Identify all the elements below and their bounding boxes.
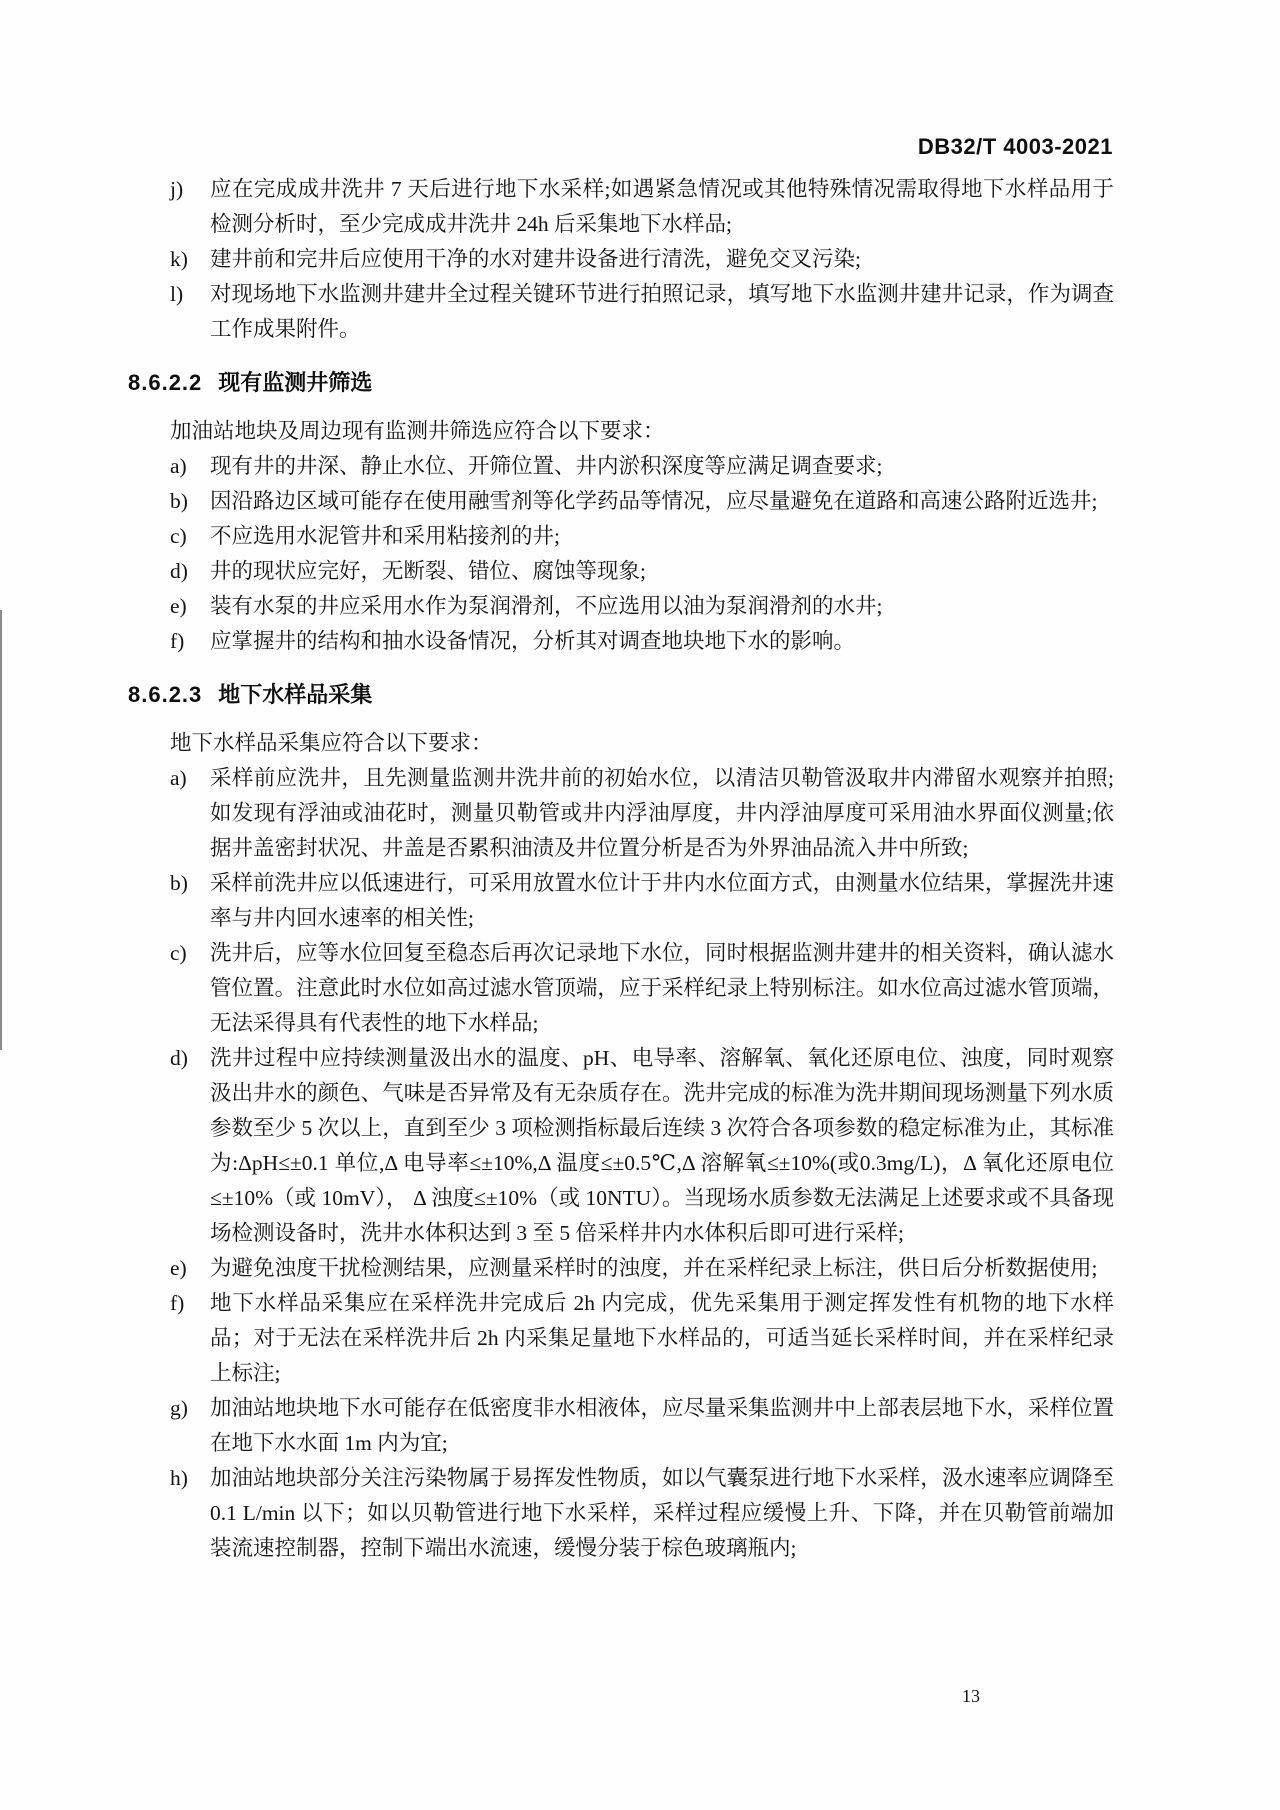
list-item-text: 采样前洗井应以低速进行，可采用放置水位计于井内水位面方式，由测量水位结果，掌握洗井速率与井内回水速率的相关性;: [210, 871, 1114, 930]
list-item-label: c): [170, 941, 187, 965]
list-item-text: 应在完成成井洗井 7 天后进行地下水采样;如遇紧急情况或其他特殊情况需取得地下水样品用于检测分析时，至少完成成井洗井 24h 后采集地下水样品;: [210, 177, 1114, 236]
list-item-text: 洗井过程中应持续测量汲出水的温度、pH、电导率、溶解氧、氧化还原电位、浊度，同时观察汲出井水的颜色、气味是否异常及有无杂质存在。洗井完成的标准为洗井期间现场测量下列水质参数至少 5 次以上，直到至少 3 项检测指标最后连续 3 次符合各项参数的稳定标准为止，其标准为:ΔpH≤±0.1 单位,Δ 电导率≤±10%,Δ 温度≤±0.5℃,Δ 溶解氧≤±10%(或0.3mg/L)，Δ 氧化还原电位≤±10%（或 10mV）， Δ 浊度≤±10%（或 10NTU）。当现场水质参数无法满足上述要求或不具备现场检测设备时，洗井水体积达到 3 至 5 倍采样井内水体积后即可进行采样;: [210, 1046, 1114, 1245]
list-item-label: h): [170, 1466, 188, 1490]
list-item-text: 采样前应洗井，且先测量监测井洗井前的初始水位，以清洁贝勒管汲取井内滞留水观察并拍照;如发现有浮油或油花时，测量贝勒管或井内浮油厚度，井内浮油厚度可采用油水界面仪测量;依据井盖密封状况、井盖是否累积油渍及井位置分析是否为外界油品流入井中所致;: [210, 766, 1114, 860]
section-title: 地下水样品采集: [218, 682, 373, 707]
list-item-label: f): [170, 1291, 185, 1315]
list-item-text: 为避免浊度干扰检测结果，应测量采样时的浊度，并在采样纪录上标注，供日后分析数据使用;: [210, 1256, 1098, 1280]
list-item: [170, 554, 1114, 589]
list-item-label: b): [170, 489, 188, 513]
list-item: [170, 761, 1114, 866]
list-item-text: 不应选用水泥管井和采用粘接剂的井;: [210, 524, 560, 548]
list-item-text: 因沿路边区域可能存在使用融雪剂等化学药品等情况，应尽量避免在道路和高速公路附近选井;: [210, 489, 1098, 513]
list-item: [170, 1286, 1114, 1391]
section-number: 8.6.2.3: [128, 682, 203, 707]
list-item-label: c): [170, 524, 187, 548]
list-item-text: 加油站地块部分关注污染物属于易挥发性物质，如以气囊泵进行地下水采样，汲水速率应调降至 0.1 L/min 以下；如以贝勒管进行地下水采样，采样过程应缓慢上升、下降，并在贝勒管前端加装流速控制器，控制下端出水流速，缓慢分装于棕色玻璃瓶内;: [210, 1466, 1114, 1560]
list-well-construction: [170, 172, 1114, 347]
page-number: 13: [962, 1686, 980, 1706]
list-item-text: 应掌握井的结构和抽水设备情况，分析其对调查地块地下水的影响。: [210, 629, 856, 653]
list-item-label: l): [170, 282, 184, 306]
list-item-text: 装有水泵的井应采用水作为泵润滑剂，不应选用以油为泵润滑剂的水井;: [210, 594, 883, 618]
section-number: 8.6.2.2: [128, 370, 203, 395]
list-item: [170, 1461, 1114, 1566]
list-item-label: a): [170, 454, 187, 478]
list-item: [170, 277, 1114, 347]
list-item-text: 现有井的井深、静止水位、开筛位置、井内淤积深度等应满足调查要求;: [210, 454, 883, 478]
list-item-label: g): [170, 1396, 188, 1420]
list-item-label: a): [170, 766, 187, 790]
section-intro: 加油站地块及周边现有监测井筛选应符合以下要求：: [170, 419, 665, 443]
list-item-label: d): [170, 1046, 188, 1070]
list-item: [170, 484, 1114, 519]
section-heading-sampling: [128, 677, 1114, 712]
section-title: 现有监测井筛选: [218, 370, 373, 395]
section-heading-screening: [128, 365, 1114, 400]
list-item-label: d): [170, 559, 188, 583]
list-item-label: e): [170, 1256, 187, 1280]
list-item-label: f): [170, 629, 185, 653]
list-sampling-requirements: [170, 761, 1114, 1566]
list-item-text: 井的现状应完好，无断裂、错位、腐蚀等现象;: [210, 559, 646, 583]
list-item-label: e): [170, 594, 187, 618]
list-item: [170, 449, 1114, 484]
page-content: [128, 172, 1114, 1566]
list-item: [170, 936, 1114, 1041]
list-item: [170, 1041, 1114, 1251]
list-item: [170, 242, 1114, 277]
list-item-label: k): [170, 247, 188, 271]
list-item-text: 洗井后，应等水位回复至稳态后再次记录地下水位，同时根据监测井建井的相关资料，确认滤水管位置。注意此时水位如高过滤水管顶端，应于采样纪录上特别标注。如水位高过滤水管顶端，无法采得具有代表性的地下水样品;: [210, 941, 1114, 1035]
list-item: [170, 519, 1114, 554]
scan-artifact: [0, 610, 2, 1050]
list-item: [170, 1391, 1114, 1461]
list-item-label: j): [170, 177, 184, 201]
list-item: [170, 1251, 1114, 1286]
list-item: [170, 172, 1114, 242]
list-item: [170, 866, 1114, 936]
list-item: [170, 589, 1114, 624]
doc-code: DB32/T 4003-2021: [917, 134, 1113, 159]
section-intro: 地下水样品采集应符合以下要求：: [170, 731, 493, 755]
list-item-text: 加油站地块地下水可能存在低密度非水相液体，应尽量采集监测井中上部表层地下水，采样位置在地下水水面 1m 内为宜;: [210, 1396, 1114, 1455]
list-item-label: b): [170, 871, 188, 895]
list-item-text: 对现场地下水监测井建井全过程关键环节进行拍照记录，填写地下水监测井建井记录，作为调查工作成果附件。: [210, 282, 1114, 341]
list-item-text: 建井前和完井后应使用干净的水对建井设备进行清洗，避免交叉污染;: [210, 247, 861, 271]
list-item-text: 地下水样品采集应在采样洗井完成后 2h 内完成，优先采集用于测定挥发性有机物的地下水样品；对于无法在采样洗井后 2h 内采集足量地下水样品的，可适当延长采样时间，并在采样纪录上标注;: [210, 1291, 1114, 1385]
list-item: [170, 624, 1114, 659]
list-screening-requirements: [170, 449, 1114, 659]
